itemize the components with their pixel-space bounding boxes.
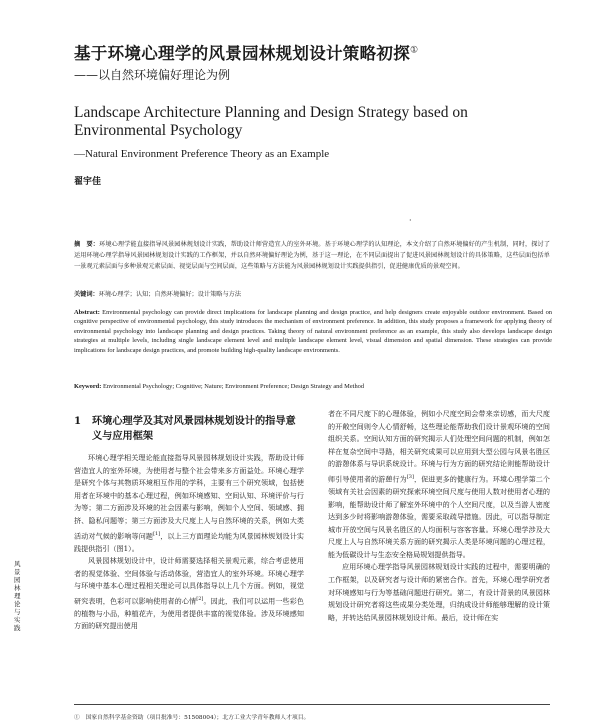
body-paragraph: 应用环境心理学指导风景园林规划设计实践的过程中，需要明确的工作框架，以及研究者与设计师的紧密合作。首先，环境心理学研究者对环境感知与行为等基础问题进行研究。第二，有设计背景的风景园林规划设计研究者将这些成果分类处理，归纳成设计师能够理解的设计策略，并转达给风景园林规划设计师。最后，设计师在实 xyxy=(328,562,550,622)
section-title: 环境心理学及其对风景园林规划设计的指导意义与应用框架 xyxy=(92,415,296,442)
section-number: 1 xyxy=(74,415,82,427)
body-paragraph: 风景园林规划设计中，设计师需要选择相关景观元素，综合考虑使用者的视觉体验、空间体验与活动体验，营造宜人的室外环境。环境心理学与环境中基本心理过程相关理论可以具体指导以上几个方面。例如，视觉研究表明，色彩可以影响使用者的心情[2]。因此，我们可以运用一些彩色的植物与小品，种植花卉，为使用者提供丰富的视觉体验。涉及环境感知方面的研究提出使用 xyxy=(74,556,305,631)
body-column-left xyxy=(74,408,304,633)
abstract-cn-label: 摘 要： xyxy=(74,241,100,248)
keywords-cn-text: 环境心理学；认知；自然环境偏好；设计策略与方法 xyxy=(98,291,242,298)
citation: [2] xyxy=(196,595,204,602)
abstract-en-text: Environmental psychology can provide direct implications for landscape planning and design practice, and help designers create enjoyable outdoor environment. Based on cognitive perspective of environmental psychology, this study introduces the mechanism of environment preference. In addition, this study proposes a framework for applying theory of environmental psychology into landscape planning and design practices. Taking theory of natural environment preference as an example, this study also develops landscape design strategies at multiple levels, including single landscape element level and multiple landscape element level, visual dimension and spatial dimension. These strategies can provide implications for landscape design practices, and promote building high-quality landscape environments. xyxy=(74,309,552,354)
author: 翟宇佳 xyxy=(74,177,102,187)
abstract-cn xyxy=(74,240,550,272)
citation: [1] xyxy=(153,530,161,537)
keywords-cn xyxy=(74,290,550,300)
paper-title-cn: 基于环境心理学的风景园林规划设计策略初探① xyxy=(74,44,419,63)
footnote: ① 国家自然科学基金资助（项目批准号：51508004）；北方工业大学青年教师人才项目。 xyxy=(74,715,310,721)
body-column-right xyxy=(328,408,550,624)
journal-side-label: 风景园林理论与实践 xyxy=(14,560,21,632)
paper-subtitle-en: —Natural Environment Preference Theory as an Example xyxy=(74,148,330,160)
citation: [3] xyxy=(406,473,414,480)
footnote-divider xyxy=(74,704,550,705)
keywords-en-label: Keyword: xyxy=(74,383,102,390)
abstract-cn-text: 环境心理学能直接指导风景园林规划设计实践，帮助设计师营造宜人的室外环境。基于环境心理学的认知理论，本文介绍了自然环境偏好的产生机制，同时，探讨了运用环境心理学指导风景园林规划设计实践的工作框架，并以自然环境偏好理论为例，基于这一理论，在不同层面提出了促进风景园林规划设计的具体策略，这些层面包括单一景观元素层面与多种景观元素层面、视觉层面与空间层面，这些策略与方法能为风景园林规划设计实践提供指引，促进健康优质的景观空间。 xyxy=(74,241,551,270)
abstract-en-label: Abstract: xyxy=(74,309,100,316)
keywords-en xyxy=(74,382,552,391)
footnote-marker: ① xyxy=(410,45,419,56)
abstract-en xyxy=(74,308,552,355)
paper-title-en: Landscape Architecture Planning and Design Strategy based on Environmental Psychology xyxy=(74,104,468,139)
keywords-en-text: Environmental Psychology; Cognitive; Nature; Environment Preference; Design Strategy and Method xyxy=(102,383,365,390)
section-heading xyxy=(74,414,304,444)
decorative-dot: · xyxy=(409,216,412,225)
body-paragraph: 环境心理学相关理论能直接指导风景园林规划设计实践，帮助设计师营造宜人的室外环境，为使用者与整个社会带来多方面益处。环境心理学是研究个体与其物质环境相互作用的学科，主要有三个研究领域，包括使用者在环境中的基本心理过程，例如环境感知、空间认知、环境评价与行为等；第二方面涉及环境的社会因素与影响，例如个人空间、领域感、拥挤、隐私问题等；第三方面涉及大尺度上人与自然环境的关系，例如大类活动对气候的影响等问题[1]，以上三方面理论均能为风景园林规划设计实践提供指引（图1）。 xyxy=(74,453,305,553)
keywords-cn-label: 关键词： xyxy=(74,291,99,298)
paper-subtitle-cn: ——以自然环境偏好理论为例 xyxy=(74,68,231,82)
body-paragraph: 者在不同尺度下的心理体验，例如小尺度空间会带来亲切感，而大尺度的开敞空间则令人心情舒畅，这些理论能帮助我们设计景观环境的空间组织关系。空间认知方面的研究揭示人们处理空间问题的机制，例如怎样在复杂空间中寻路，相关研究成果可以应用到大型公园与风景名胜区的游憩体系与导识系统设计。环境与行为方面的研究结论则能帮助设计师引导使用者的游憩行为[3]，促进更多的健康行为。环境心理学第二个领域有关社会因素的研究探索环境空间尺度与使用人数对使用者心理的影响，能帮助设计师了解室外环境中的个人空间尺度，以及当游人密度达到多少时将影响游憩体验，需要采取疏导措施。因此，可以指导制定城市开放空间与风景名胜区的人均面积与容客容量。环境心理学涉及大尺度上人与自然环境关系方面的研究揭示人类是环境问题的心理过程，能为低碳设计与生态安全格局规划提供指导。 xyxy=(328,409,551,559)
